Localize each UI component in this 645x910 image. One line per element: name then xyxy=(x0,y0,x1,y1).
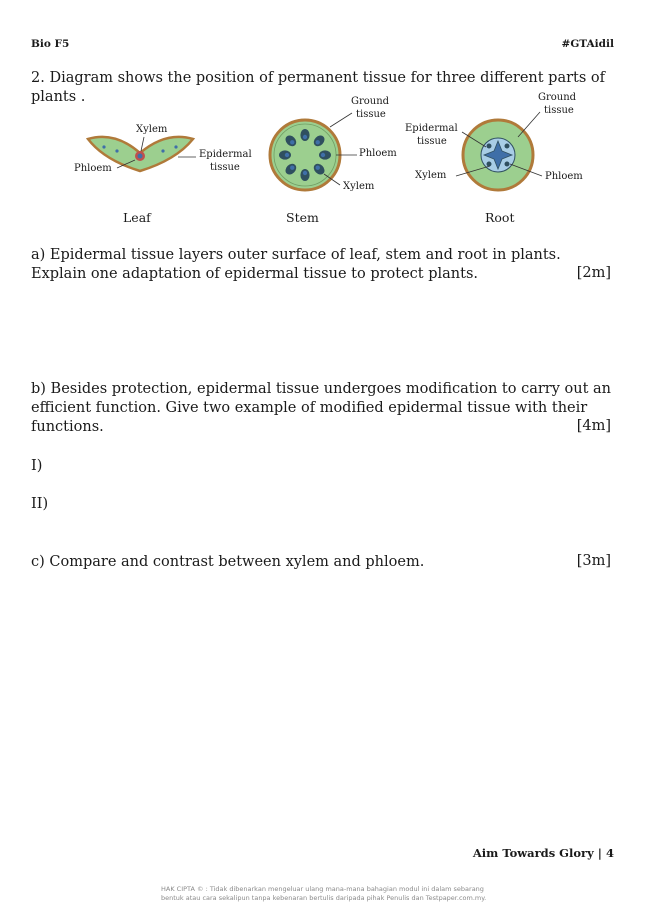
stem-ground-label-2: tissue xyxy=(356,109,386,120)
leaf-caption: Leaf xyxy=(123,210,151,225)
part-a-line2: Explain one adaptation of epidermal tissue to protect plants. xyxy=(31,266,479,282)
root-phloem-label: Phloem xyxy=(545,171,583,182)
question-intro-line2: plants . xyxy=(31,89,86,105)
stem-vascular-bundle xyxy=(319,150,331,159)
stem-vascular-bundle xyxy=(279,150,291,159)
tissue-diagram-svg xyxy=(0,0,645,235)
leaf-epidermal-label-1: Epidermal xyxy=(199,149,252,160)
part-a-line1: a) Epidermal tissue layers outer surface of leaf, stem and root in plants. xyxy=(31,247,561,263)
part-c-line1: c) Compare and contrast between xylem and phloem. xyxy=(31,554,425,570)
root-ground-label-2: tissue xyxy=(544,105,574,116)
stem-vascular-bundle xyxy=(300,129,309,141)
copyright-line1: HAK CIPTA © : Tidak dibenarkan mengeluar ulang mana-mana bahagian modul ini dalam sebarang xyxy=(161,885,484,893)
part-b-line2: efficient function. Give two example of modified epidermal tissue with their xyxy=(31,400,588,416)
copyright-line2: bentuk atau cara sekalipun tanpa kebenaran bertulis daripada pihak Penulis dan Testpaper.com.my. xyxy=(161,894,487,902)
question-intro-line1: 2. Diagram shows the position of permanent tissue for three different parts of xyxy=(31,70,606,86)
stem-ground-label-1: Ground xyxy=(351,96,390,107)
tissue-diagram xyxy=(0,0,645,235)
root-caption: Root xyxy=(485,210,515,225)
stem-diagram xyxy=(270,113,357,190)
header-tag: #GTAidil xyxy=(561,38,614,50)
leaf-epidermal-label-2: tissue xyxy=(210,162,240,173)
footer-separator: | xyxy=(597,846,606,860)
leaf-xylem-label: Xylem xyxy=(136,124,168,135)
root-ground-label-1: Ground xyxy=(538,92,577,103)
page-footer xyxy=(473,846,614,860)
part-b-marks: [4m] xyxy=(576,418,611,434)
page-number: 4 xyxy=(605,846,614,860)
root-epidermal-label-1: Epidermal xyxy=(405,123,458,134)
stem-phloem-label: Phloem xyxy=(359,148,397,159)
part-a-marks: [2m] xyxy=(576,265,611,281)
part-b-item-2: II) xyxy=(31,496,49,512)
root-epidermal-label-2: tissue xyxy=(417,136,447,147)
stem-vascular-bundle xyxy=(300,169,309,181)
part-b-line3: functions. xyxy=(31,419,104,435)
copyright-notice xyxy=(161,885,486,903)
footer-text: Aim Towards Glory xyxy=(472,846,594,860)
part-b-item-1: I) xyxy=(31,458,43,474)
part-b-line1: b) Besides protection, epidermal tissue undergoes modification to carry out an xyxy=(31,381,611,397)
part-c-marks: [3m] xyxy=(576,553,611,569)
stem-xylem-label: Xylem xyxy=(343,181,375,192)
stem-caption: Stem xyxy=(286,210,319,225)
leaf-phloem-label: Phloem xyxy=(74,163,112,174)
root-xylem-label: Xylem xyxy=(415,170,447,181)
root-diagram xyxy=(456,112,542,190)
header-subject: Bio F5 xyxy=(31,38,70,50)
